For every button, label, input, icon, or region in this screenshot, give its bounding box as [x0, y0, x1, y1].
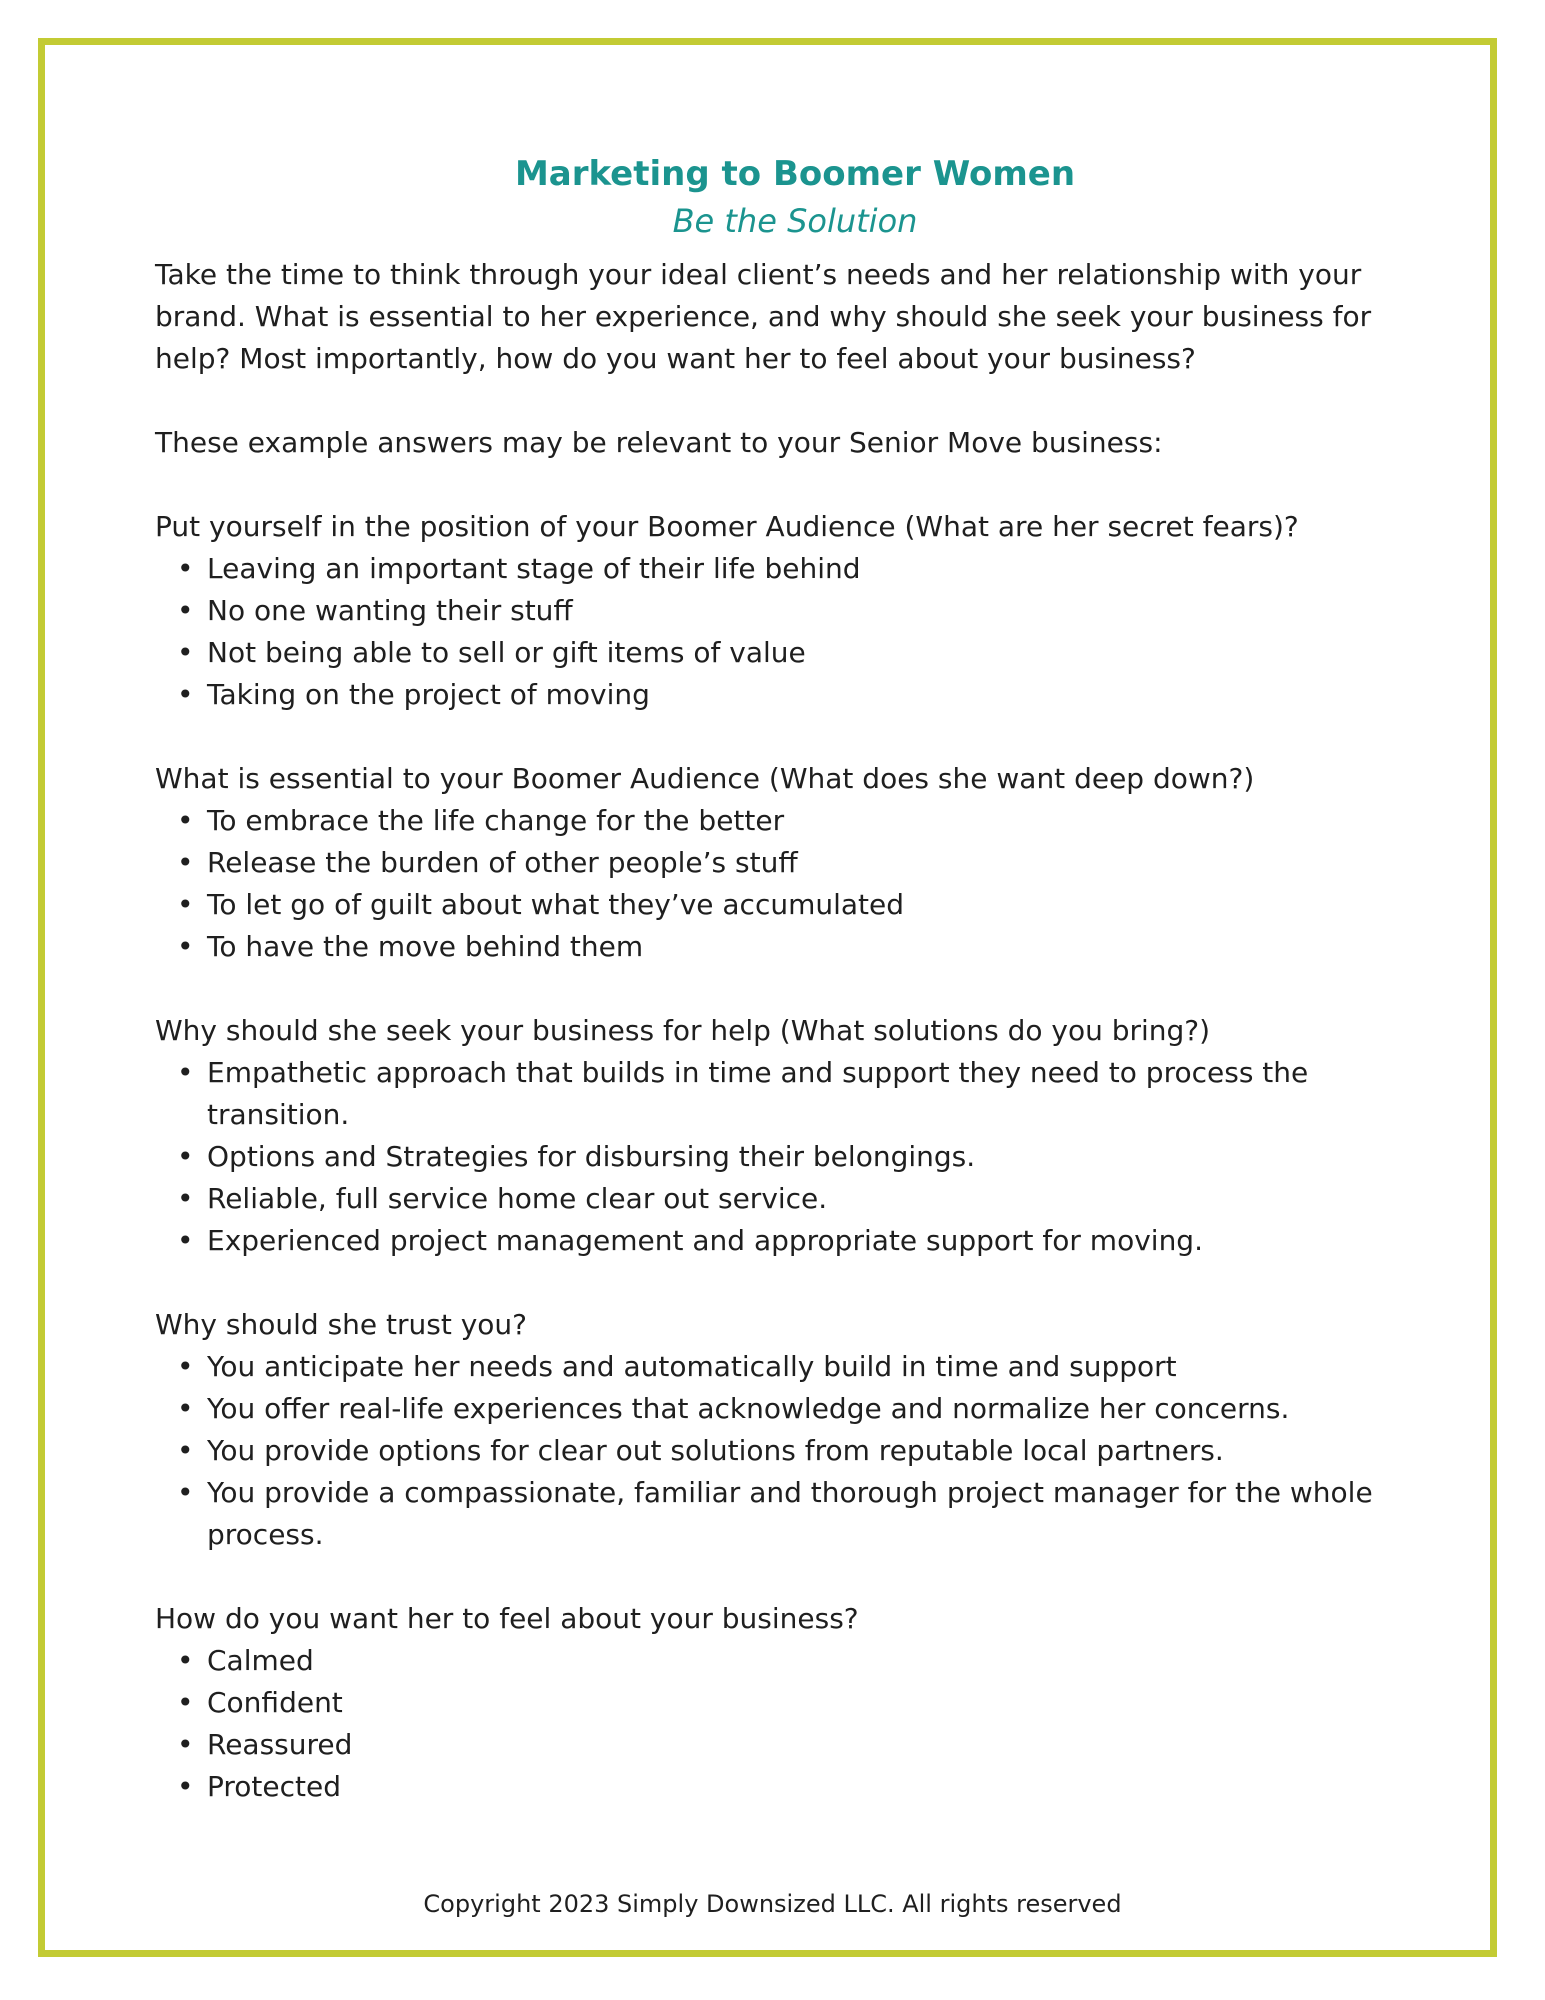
bullet-icon: • — [177, 804, 194, 837]
example-note: These example answers may be relevant to your Senior Move business: — [155, 426, 1163, 459]
list-item-text: Calmed — [207, 1644, 314, 1677]
list-item — [155, 1682, 1405, 1724]
list-item-text: Taking on the project of moving — [207, 678, 650, 711]
list-item-text: You provide options for clear out solutions from reputable local partners. — [207, 1434, 1224, 1467]
bullet-list — [155, 548, 1405, 716]
bullet-icon: • — [177, 678, 194, 711]
list-item-text: You provide a compassionate, familiar and thorough project manager for the whole process. — [207, 1476, 1373, 1551]
bullet-icon: • — [177, 1686, 194, 1719]
list-item-text: You anticipate her needs and automatically build in time and support — [207, 1350, 1177, 1383]
spacer — [155, 464, 1405, 506]
bullet-icon: • — [177, 1182, 194, 1215]
list-item-text: Experienced project management and appropriate support for moving. — [207, 1224, 1203, 1257]
bullet-icon: • — [177, 1476, 194, 1509]
list-item — [155, 1472, 1405, 1556]
list-item — [155, 1640, 1405, 1682]
list-item — [155, 1136, 1405, 1178]
list-item-text: Empathetic approach that builds in time and support they need to process the transition. — [207, 1056, 1309, 1131]
bullet-icon: • — [177, 1056, 194, 1089]
list-item-text: Reassured — [207, 1728, 353, 1761]
spacer — [155, 968, 1405, 1010]
list-item — [155, 1178, 1405, 1220]
section-secret-fears — [155, 506, 1405, 716]
bullet-list — [155, 1052, 1405, 1262]
section-heading: How do you want her to feel about your business? — [155, 1602, 859, 1635]
list-item — [155, 800, 1405, 842]
bullet-icon: • — [177, 552, 194, 585]
bullet-icon: • — [177, 1728, 194, 1761]
list-item — [155, 1724, 1405, 1766]
list-item-text: Protected — [207, 1770, 341, 1803]
list-item-text: To embrace the life change for the better — [207, 804, 785, 837]
bullet-list — [155, 1346, 1405, 1556]
bullet-list — [155, 800, 1405, 968]
list-item — [155, 548, 1405, 590]
copyright-footer: Copyright 2023 Simply Downsized LLC. All rights reserved — [423, 1890, 1122, 1918]
bullet-icon: • — [177, 1392, 194, 1425]
list-item — [155, 884, 1405, 926]
document-body — [155, 150, 1405, 1808]
section-heading: Why should she trust you? — [155, 1308, 528, 1341]
list-item-text: Leaving an important stage of their life behind — [207, 552, 861, 585]
intro-paragraph: Take the time to think through your ideal client’s needs and her relationship with your brand. What is essential to her experience, and why should she seek your business for help? Most importantly, how do you want her to feel about your business? — [155, 258, 1372, 375]
section-heading: Why should she seek your business for help (What solutions do you bring?) — [155, 1014, 1211, 1047]
list-item — [155, 1766, 1405, 1808]
list-item — [155, 674, 1405, 716]
section-trust — [155, 1304, 1405, 1556]
list-item — [155, 632, 1405, 674]
list-item-text: Not being able to sell or gift items of value — [207, 636, 806, 669]
section-solutions — [155, 1010, 1405, 1262]
section-heading: What is essential to your Boomer Audience (What does she want deep down?) — [155, 762, 1255, 795]
list-item — [155, 1430, 1405, 1472]
bullet-icon: • — [177, 1644, 194, 1677]
list-item-text: You offer real-life experiences that acknowledge and normalize her concerns. — [207, 1392, 1290, 1425]
section-heading: Put yourself in the position of your Boomer Audience (What are her secret fears)? — [155, 510, 1299, 543]
list-item-text: To have the move behind them — [207, 930, 644, 963]
bullet-icon: • — [177, 594, 194, 627]
list-item — [155, 842, 1405, 884]
bullet-icon: • — [177, 930, 194, 963]
spacer — [155, 1556, 1405, 1598]
list-item — [155, 1220, 1405, 1262]
list-item — [155, 1388, 1405, 1430]
bullet-icon: • — [177, 1350, 194, 1383]
section-essential-needs — [155, 758, 1405, 968]
bullet-icon: • — [177, 888, 194, 921]
list-item-text: To let go of guilt about what they’ve accumulated — [207, 888, 905, 921]
bullet-icon: • — [177, 1434, 194, 1467]
spacer — [155, 380, 1405, 422]
bullet-icon: • — [177, 636, 194, 669]
list-item-text: Release the burden of other people’s stuff — [207, 846, 798, 879]
document-subtitle: Be the Solution — [672, 202, 918, 240]
list-item-text: Options and Strategies for disbursing their belongings. — [207, 1140, 976, 1173]
list-item-text: No one wanting their stuff — [207, 594, 573, 627]
bullet-icon: • — [177, 1224, 194, 1257]
spacer — [155, 716, 1405, 758]
bullet-icon: • — [177, 1770, 194, 1803]
list-item — [155, 590, 1405, 632]
spacer — [155, 1262, 1405, 1304]
document-title: Marketing to Boomer Women — [514, 154, 1076, 194]
list-item — [155, 1346, 1405, 1388]
bullet-icon: • — [177, 1140, 194, 1173]
list-item-text: Confident — [207, 1686, 343, 1719]
list-item — [155, 926, 1405, 968]
bullet-icon: • — [177, 846, 194, 879]
list-item — [155, 1052, 1405, 1136]
list-item-text: Reliable, full service home clear out service. — [207, 1182, 828, 1215]
section-feelings — [155, 1598, 1405, 1808]
bullet-list — [155, 1640, 1405, 1808]
